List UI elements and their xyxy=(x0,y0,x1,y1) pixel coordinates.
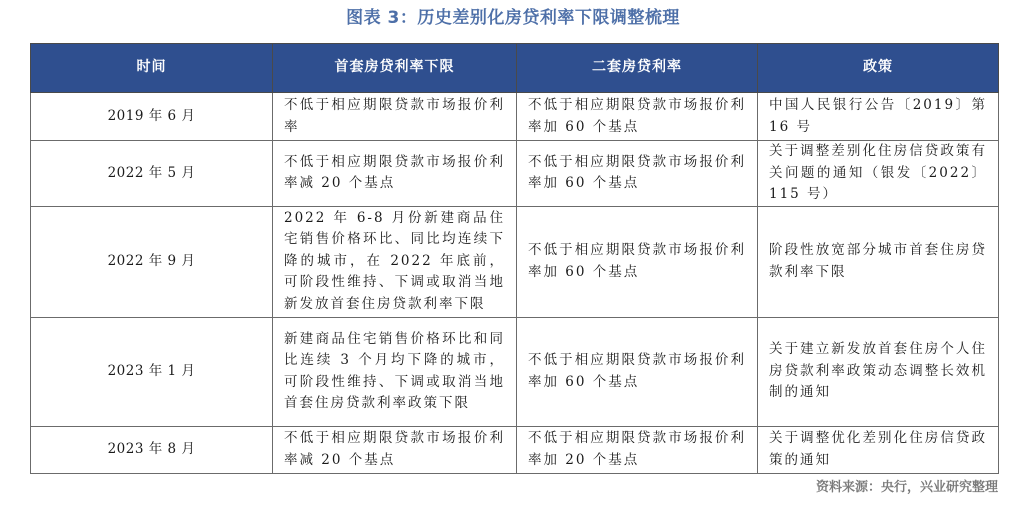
cell-first-home-rate: 不低于相应期限贷款市场报价利率减 20 个基点 xyxy=(273,426,517,473)
table-row xyxy=(31,426,999,473)
cell-policy: 关于调整优化差别化住房信贷政策的通知 xyxy=(758,426,999,473)
table-row xyxy=(31,141,999,207)
header-time: 时间 xyxy=(31,44,273,93)
cell-second-home-rate: 不低于相应期限贷款市场报价利率加 60 个基点 xyxy=(517,206,758,317)
cell-second-home-rate: 不低于相应期限贷款市场报价利率加 60 个基点 xyxy=(517,93,758,141)
cell-policy: 阶段性放宽部分城市首套住房贷款利率下限 xyxy=(758,206,999,317)
cell-time: 2023 年 1 月 xyxy=(31,317,273,426)
cell-policy: 中国人民银行公告〔2019〕第 16 号 xyxy=(758,93,999,141)
policy-table xyxy=(30,43,999,474)
cell-second-home-rate: 不低于相应期限贷款市场报价利率加 20 个基点 xyxy=(517,426,758,473)
table-row xyxy=(31,93,999,141)
cell-time: 2022 年 5 月 xyxy=(31,141,273,207)
cell-policy: 关于调整差别化住房信贷政策有关问题的通知（银发〔2022〕115 号） xyxy=(758,141,999,207)
cell-first-home-rate: 2022 年 6-8 月份新建商品住宅销售价格环比、同比均连续下降的城市，在 2022 年底前，可阶段性维持、下调或取消当地新发放首套住房贷款利率下限 xyxy=(273,206,517,317)
cell-first-home-rate: 不低于相应期限贷款市场报价利率减 20 个基点 xyxy=(273,141,517,207)
table-row xyxy=(31,206,999,317)
chart-title: 图表 3：历史差别化房贷利率下限调整梳理 xyxy=(346,8,680,28)
cell-time: 2019 年 6 月 xyxy=(31,93,273,141)
cell-time: 2022 年 9 月 xyxy=(31,206,273,317)
cell-second-home-rate: 不低于相应期限贷款市场报价利率加 60 个基点 xyxy=(517,317,758,426)
header-second-home-rate: 二套房贷利率 xyxy=(517,44,758,93)
table-row xyxy=(31,317,999,426)
header-policy: 政策 xyxy=(758,44,999,93)
cell-first-home-rate: 新建商品住宅销售价格环比和同比连续 3 个月均下降的城市，可阶段性维持、下调或取消当地首套住房贷款利率政策下限 xyxy=(273,317,517,426)
table-header-row xyxy=(31,44,999,93)
cell-time: 2023 年 8 月 xyxy=(31,426,273,473)
cell-first-home-rate: 不低于相应期限贷款市场报价利率 xyxy=(273,93,517,141)
source-note: 资料来源：央行，兴业研究整理 xyxy=(815,480,998,495)
header-first-home-rate: 首套房贷利率下限 xyxy=(273,44,517,93)
cell-second-home-rate: 不低于相应期限贷款市场报价利率加 60 个基点 xyxy=(517,141,758,207)
cell-policy: 关于建立新发放首套住房个人住房贷款利率政策动态调整长效机制的通知 xyxy=(758,317,999,426)
